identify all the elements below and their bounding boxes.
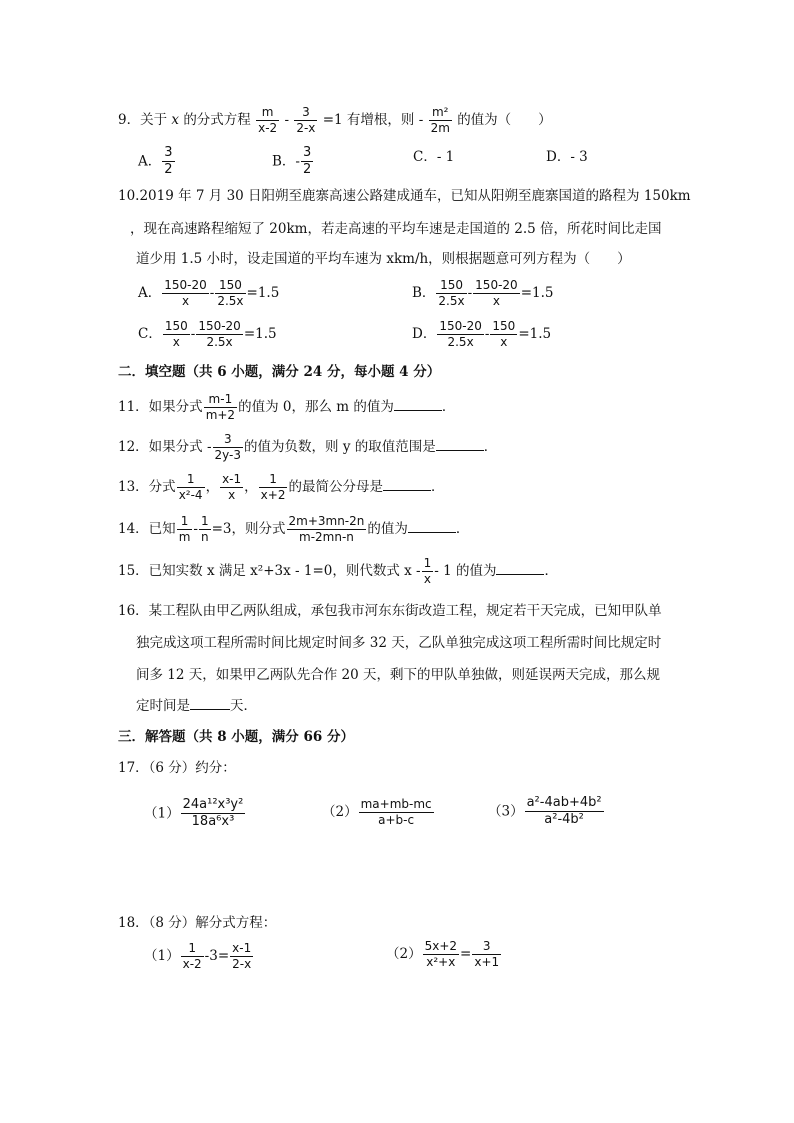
section-3-heading: 三．解答题（共 8 小题，满分 66 分）: [118, 729, 354, 745]
q12: 12．如果分式 - $\frac{3}{2y-3}$ 的值为负数，则 y 的取值范围是 ．: [118, 432, 498, 463]
q10-line-1: 10.2019 年 7 月 30 日阳朔至鹿寨高速公路建成通车，已知从阳朔至鹿寨国道的路程为 150km: [118, 188, 691, 204]
q9-frac-3: $\frac{\text{m²}}{2m}$: [430, 105, 450, 136]
q10-line-2: ，现在高速路程缩短了 20km，若走高速的平均车速是走国道的 2.5 倍，所花时间比走国: [130, 221, 662, 237]
q9-option-a: A． $\frac{3}{2}$: [138, 145, 173, 178]
q13-answer-blank: [383, 480, 431, 491]
q16-line-4: 定时间是 天．: [136, 698, 257, 714]
q16-line-1: 16．某工程队由甲乙两队组成，承包我市河东东街改造工程，规定若干天完成，已知甲队单: [118, 603, 662, 619]
q12-answer-blank: [436, 440, 484, 451]
q9-stem: 9．关于 x 的分式方程 $\frac{m}{x-2}$ - $\frac{3}{2-x}$ =1 有增根，则 - $\frac{\text{m²}}{2m}$ 的值为（ ）: [118, 105, 552, 136]
q17-title: 17．（6 分）约分：: [118, 760, 236, 776]
section-2-heading: 二．填空题（共 6 小题，满分 24 分，每小题 4 分）: [118, 364, 441, 380]
q17-part-2: （2） $\frac{ma+mb-mc}{a+b-c}$: [322, 797, 432, 828]
q14: 14．已知 $\frac{1}{m}$ - $\frac{1}{n}$ =3，则分式 $\frac{2m+3mn-2n}{m-2mn-n}$ 的值为 ．: [118, 514, 470, 545]
q16-line-3: 间多 12 天，如果甲乙两队先合作 20 天，剩下的甲队单独做，则延误两天完成，那么规: [136, 667, 661, 683]
q15: 15．已知实数 x 满足 x²+3x - 1=0，则代数式 x - $\frac{1}{x}$ - 1 的值为 ．: [118, 556, 558, 587]
q18-part-2: （2） $\frac{5x+2}{\text{x²+x}}$ = $\frac{3}{x+1}$: [386, 939, 500, 970]
q15-answer-blank: [496, 564, 544, 575]
q9-option-c: C．- 1: [413, 149, 455, 165]
q11-answer-blank: [394, 400, 442, 411]
q9-frac-1: $\frac{m}{x-2}$: [258, 105, 278, 136]
q16-answer-blank: [190, 699, 230, 710]
q9-option-d: D．- 3: [546, 149, 588, 165]
q10-line-3: 道少用 1.5 小时，设走国道的平均车速为 xkm/h，则根据题意可列方程为（ ）: [136, 251, 631, 267]
q9-option-b: B．- $\frac{3}{2}$: [272, 145, 312, 178]
q9-var-x: x: [171, 112, 180, 129]
q10-option-d: D． $\frac{150-20}{2.5x}$ - $\frac{150}{x}$ =1.5: [412, 319, 552, 350]
q10-option-a: A． $\frac{150-20}{x}$ - $\frac{150}{2.5x}$ =1.5: [138, 278, 280, 309]
q10-option-c: C． $\frac{150}{x}$ - $\frac{150-20}{2.5x}$ =1.5: [138, 319, 277, 350]
q9-option-b-frac: $\frac{3}{2}$: [302, 145, 312, 178]
q9-option-a-frac: $\frac{3}{2}$: [164, 145, 173, 178]
q13: 13．分式 $\frac{1}{\text{x²-4}}$ ， $\frac{x-1}{x}$ ， $\frac{1}{x+2}$ 的最简公分母是 ．: [118, 472, 445, 503]
q10-option-b: B． $\frac{150}{2.5x}$ - $\frac{150-20}{x}$ =1.5: [412, 278, 554, 309]
q11: 11．如果分式 $\frac{m-1}{m+2}$ 的值为 0，那么 m 的值为 ．: [118, 392, 456, 423]
q17-part-3: （3） $\frac{\text{a²-4ab+4b²}}{\text{a²-4b²}}$: [488, 795, 602, 828]
q9-stem-c: =1 有增根，则 -: [322, 112, 424, 129]
q9-frac-2: $\frac{3}{2-x}$: [296, 105, 316, 136]
q18-part-1: （1） $\frac{1}{x-2}$ -3= $\frac{x-1}{2-x}$: [144, 941, 252, 972]
q18-title: 18．（8 分）解分式方程：: [118, 915, 277, 931]
q17-part-1: （1） $\frac{\text{24a¹²x³y²}}{\text{18a⁶x³}}$: [144, 797, 244, 830]
q16-line-2: 独完成这项工程所需时间比规定时间多 32 天，乙队单独完成这项工程所需时间比规定时: [136, 635, 662, 651]
q9-stem-d: 的值为（ ）: [457, 112, 552, 129]
q9-stem-b: 的分式方程: [183, 112, 251, 129]
q9-stem-a: 9．关于: [118, 112, 168, 129]
q14-answer-blank: [408, 522, 456, 533]
